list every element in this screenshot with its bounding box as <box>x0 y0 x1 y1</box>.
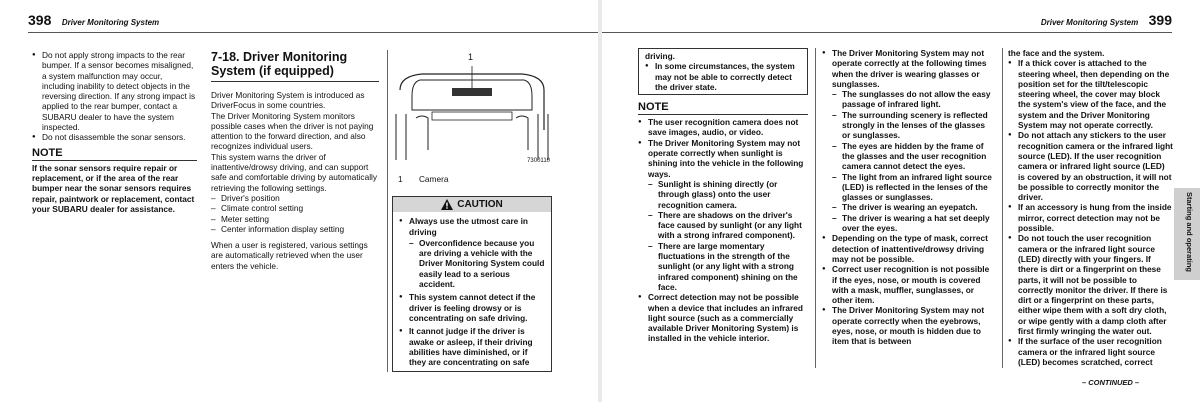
camera-diagram <box>392 50 552 170</box>
bullet-list <box>645 61 801 92</box>
list-item: – Climate control setting <box>211 203 379 213</box>
left-header <box>28 12 598 33</box>
warning-icon <box>441 199 453 210</box>
list-item <box>822 48 992 233</box>
note-item-text: The Driver Monitoring System may not operate correctly at the following times when the driver is wearing glasses or sunglasses. <box>832 48 987 89</box>
note-list <box>638 114 808 344</box>
list-item: – The eyes are hidden by the frame of the glasses and the user recognition camera cannot detect the eyes. <box>832 141 992 172</box>
list-item: – Driver's position <box>211 193 379 203</box>
caution-box <box>392 196 552 372</box>
list-item: ● The Driver Monitoring System may not operate correctly when the eyebrows, eyes, nose, or mouth is hidden due to item that is between <box>822 305 992 346</box>
list-item: ● Correct detection may not be possible when a device that includes an infrared light source (such as a commercially available Driver Monitoring System) is installed in the vehicle interior. <box>638 292 808 343</box>
paragraph: The Driver Monitoring System monitors possible cases when the driver is not paying attention to the forward direction, and also recognizes individual users. <box>211 110 374 152</box>
right-col-3 <box>1008 48 1173 367</box>
list-item: – Sunlight is shining directly (or through glass) onto the user recognition camera. <box>648 179 808 210</box>
list-item: – The light from an infrared light source (LED) is reflected in the lenses of the glasses or sunglasses. <box>832 172 992 203</box>
caution-header <box>393 197 551 212</box>
caution-body <box>393 212 551 371</box>
list-item: – The surrounding scenery is reflected strongly in the lenses of the glasses or sunglasses. <box>832 110 992 141</box>
column-divider <box>1002 48 1003 368</box>
note-list <box>1008 58 1173 367</box>
list-item: – Overconfidence because you are driving a vehicle with the Driver Monitoring System could easily lead to a serious accident. <box>409 238 545 289</box>
left-col-1 <box>32 50 197 214</box>
list-item: – Center information display setting <box>211 224 379 234</box>
caution-list <box>399 216 545 367</box>
list-item <box>638 138 808 292</box>
list-item: ● Do not attach any stickers to the user recognition camera or the infrared light source (LED). If the user recognition camera or infrared light source (LED) is covered by an obstruction, it will not be possible to correctly monitor the driver. <box>1008 130 1173 202</box>
page-number: 398 <box>28 12 52 28</box>
list-item: ● Do not disassemble the sonar sensors. <box>32 132 197 142</box>
note-list <box>822 48 992 347</box>
paragraph: Driver Monitoring System is introduced as DriverFocus in some countries. <box>211 90 365 111</box>
caution-heading: CAUTION <box>457 198 503 210</box>
settings-list <box>211 193 379 234</box>
caption-number: 1 <box>398 174 403 184</box>
running-title: Driver Monitoring System <box>61 18 160 27</box>
right-col-2 <box>822 48 992 347</box>
right-header <box>602 12 1172 33</box>
note-text: If the sonar sensors require repair or replacement, or if the area of the rear bumper near the sonar sensors requires repair, paintwork or replacement, contact your SUBARU dealer for assistance. <box>32 160 197 214</box>
running-title: Driver Monitoring System <box>1040 18 1139 27</box>
list-item: – The driver is wearing a hat set deeply over the eyes. <box>832 213 992 234</box>
camera-figure <box>392 50 552 170</box>
note-heading: NOTE <box>638 101 669 114</box>
paragraph: driving. <box>645 51 675 61</box>
list-item: – There are large momentary fluctuations in the strength of the sunlight (or any light with a strong infrared component) shining on the face. <box>648 241 808 292</box>
continued-label: – CONTINUED – <box>1082 378 1140 387</box>
right-col-1 <box>638 48 808 344</box>
list-item: ● It cannot judge if the driver is awake or asleep, if their driving abilities have diminished, or if they are concentrating on safe <box>399 326 545 367</box>
list-item: ● This system cannot detect if the driver is feeling drowsy or is concentrating on safe driving. <box>399 292 545 323</box>
list-item: ● Correct user recognition is not possible if the eyes, nose, or mouth is covered with a mask, muffler, sunglasses, or other item. <box>822 264 992 305</box>
list-item: ● Depending on the type of mask, correct detection of inattentive/drowsy driving may not be possible. <box>822 233 992 264</box>
left-col-3 <box>392 50 552 372</box>
list-item: ● If an accessory is hung from the inside mirror, correct detection may not be possible. <box>1008 202 1173 233</box>
note-heading: NOTE <box>32 146 63 159</box>
caution-continued-box <box>638 48 808 95</box>
list-item: – Meter setting <box>211 214 379 224</box>
figure-callout: 1 <box>468 52 474 62</box>
caution-item-text: Always use the utmost care in driving <box>409 216 528 237</box>
list-item: ● The user recognition camera does not save images, audio, or video. <box>638 117 808 138</box>
list-item: – There are shadows on the driver's face caused by sunlight (or any light with a strong infrared component). <box>648 210 808 241</box>
sub-list <box>832 89 992 233</box>
paragraph: This system warns the driver of inattentive/drowsy driving, and can support safe and comfortable driving by automatically retrieving the following settings. <box>211 151 378 193</box>
paragraph: the face and the system. <box>1008 48 1105 58</box>
list-item: ● In some circumstances, the system may not be able to correctly detect the driver state. <box>645 61 801 92</box>
note-item-text: The Driver Monitoring System may not operate correctly when sunlight is shining into the vehicle in the following ways. <box>648 137 804 179</box>
figure-caption <box>398 174 552 184</box>
paragraph: When a user is registered, various settings are automatically retrieved when the user enters the vehicle. <box>211 240 368 271</box>
section-title: 7-18. Driver Monitoring System (if equipped) <box>211 50 379 82</box>
sub-list <box>648 179 808 292</box>
list-item: ● Do not touch the user recognition camera or the infrared light source (LED) directly with your fingers. If there is dirt or a fingerprint on these parts, it will not be possible to correctly monitor the driver. If there is dirt or a fingerprint on these parts, either wipe them with a soft dry cloth, or wipe gently with a damp cloth after first firmly wringing the water out. <box>1008 233 1173 336</box>
caption-text: Camera <box>418 174 449 184</box>
column-divider <box>815 48 816 368</box>
bullet-list <box>32 50 197 143</box>
column-divider <box>387 50 388 372</box>
sub-list <box>409 238 545 289</box>
list-item: ● If a thick cover is attached to the steering wheel, then depending on the position set for the tilt/telescopic steering wheel, the cover may block the system's view of the face, and the system and the Driver Monitoring System may not operate correctly. <box>1008 58 1173 130</box>
figure-code: 7300110 <box>527 157 550 164</box>
right-page <box>602 0 1200 402</box>
section-tab-label: Starting and operating <box>1185 192 1194 273</box>
left-page <box>0 0 598 402</box>
left-col-2 <box>211 50 379 271</box>
list-item: – The driver is wearing an eyepatch. <box>832 202 992 212</box>
list-item <box>399 216 545 289</box>
list-item: ● Do not apply strong impacts to the rear bumper. If a sensor becomes misaligned, a system malfunction may occur, including inability to detect objects in the reversing direction. If any strong impact is applied to the rear bumper, contact a SUBARU dealer to have the system inspected. <box>32 50 197 132</box>
list-item: – The sunglasses do not allow the easy passage of infrared light. <box>832 89 992 110</box>
list-item: ● If the surface of the user recognition camera or the infrared light source (LED) becomes scratched, correct <box>1008 336 1173 367</box>
page-number: 399 <box>1148 12 1172 28</box>
